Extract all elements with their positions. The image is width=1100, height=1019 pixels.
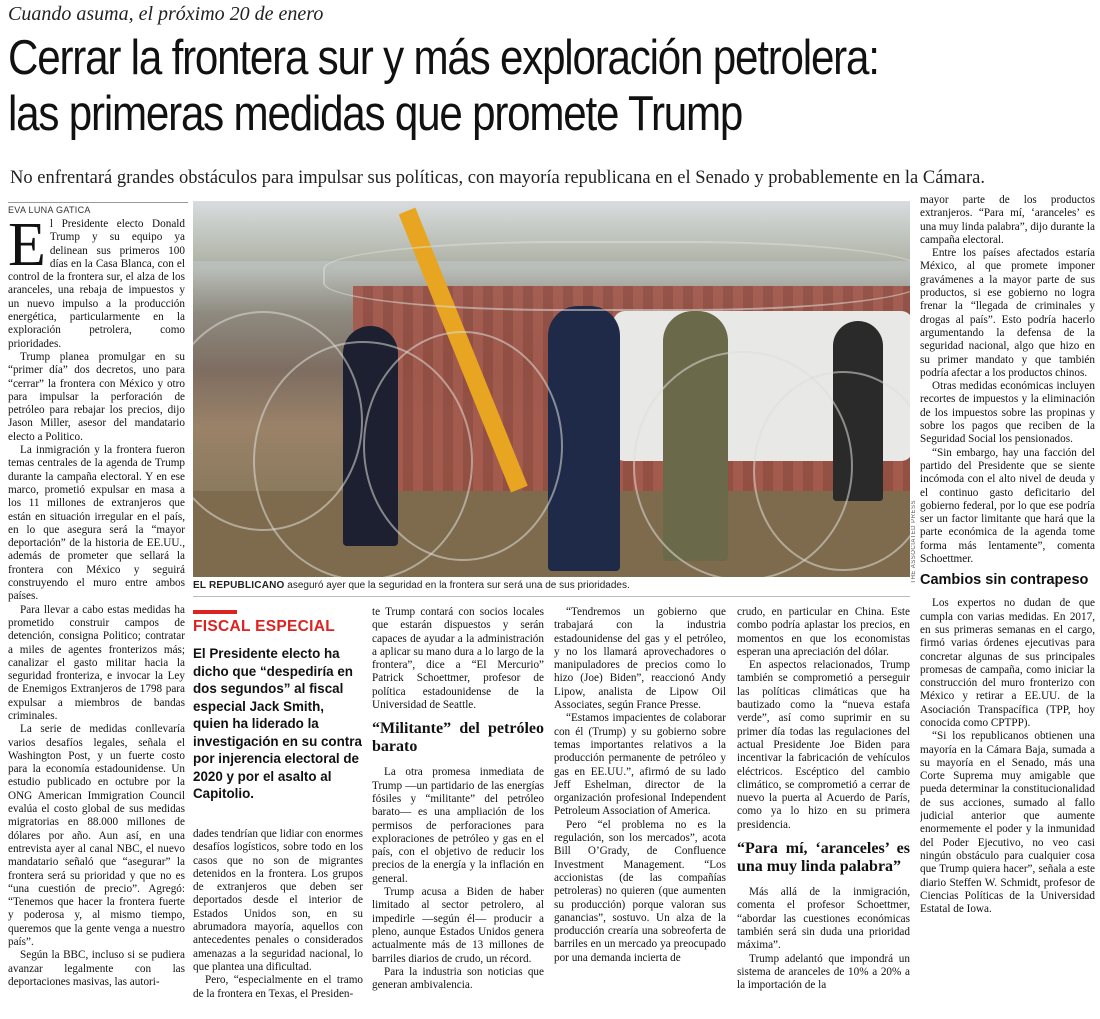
paragraph: Para la industria son noticias que generan ambivalencia. (372, 965, 544, 992)
column-4 (554, 606, 726, 1018)
subhead: No enfrentará grandes obstáculos para impulsar sus políticas, con mayoría republicana en el Senado y probablemente en la Cámara. (10, 168, 986, 188)
article-photo (193, 201, 910, 577)
drop-cap: E (8, 218, 46, 279)
caption-label: EL REPUBLICANO (193, 580, 285, 591)
paragraph: dades tendrían que lidiar con enormes desafíos logísticos, sobre todo en los casos que no son de migrantes detenidos en la frontera. Los grupos de extranjeros que deben ser deportados desde el interior de Estados Unidos son, en su abrumadora mayoría, aquellos con antecedentes penales o considerados amenazas a la seguridad nacional, lo que plantea una dificultad. (193, 828, 363, 973)
paragraph: En aspectos relacionados, Trump también se comprometió a perseguir las políticas climáticas que ha bautizado como la “nueva estafa verde”, así como suprimir en su primer día todas las regulaciones del actual Presidente Joe Biden para incentivar la fabricación de vehículos eléctricos. Escéptico del cambio climático, se comprometió a cerrar de nuevo la puerta al Acuerdo de París, como ya lo hizo en su primera presidencia. (737, 659, 910, 831)
paragraph: Otras medidas económicas incluyen recortes de impuestos y la eliminación de los impuestos sobre las propinas y sobre los pagos que reciben de la Seguridad Social los pensionados. (920, 380, 1095, 446)
paragraph: “Tendremos un gobierno que trabajará con la industria estadounidense del gas y el petróleo, y no los llamará aprovechadores o manipuladores de precios como lo hizo (Joe) Biden”, reaccionó Andy Lipow, analista de Lipow Oil Associates, según France Presse. (554, 606, 726, 712)
caption-rule (193, 596, 910, 597)
paragraph: La inmigración y la frontera fueron temas centrales de la agenda de Trump durante la campaña electoral. Y en ese marco, prometió expulsar en masa a los 11 millones de extranjeros que están en situación irregular en el país, en lo que asegura será la “mayor deportación” de la historia de EE.UU., además de prometer que sellará la frontera con México y seguirá construyendo el muro entre ambos países. (8, 444, 185, 603)
photo-razor-wire (323, 241, 910, 311)
paragraph: Para llevar a cabo estas medidas ha prometido construir campos de detención, consigna Politico; contratar a miles de agentes fronterizos más; canalizar el gasto militar hacia la seguridad fronteriza, e invocar la Ley de Enemigos Extranjeros de 1798 para expulsar a miembros de bandas criminales. (8, 603, 185, 722)
paragraph: Trump acusa a Biden de haber limitado al sector petrolero, al impedirle —según él— producir a pleno, aunque Estados Unidos genera actualmente más de 13 millones de barriles diarios de crudo, un récord. (372, 886, 544, 965)
sidebar-title: FISCAL ESPECIAL (193, 618, 336, 635)
paragraph: mayor parte de los productos extranjeros. “Para mí, ‘aranceles’ es una muy linda palabra”, dijo durante la campaña electoral. (920, 194, 1095, 246)
paragraph: Pero, “especialmente en el tramo de la frontera en Texas, el Presiden- (193, 974, 363, 1000)
paragraph: Más allá de la inmigración, comenta el profesor Schoettmer, “abordar las cuestiones económicas también será sin duda una prioridad máxima”. (737, 886, 910, 952)
paragraph: crudo, en particular en China. Este combo podría aplastar los precios, en momentos en que los economistas esperan una apreciación del dólar. (737, 606, 910, 658)
caption-text: aseguró ayer que la seguridad en la frontera sur será una de sus prioridades. (284, 580, 630, 591)
paragraph: Los expertos no dudan de que cumpla con varias medidas. En 2017, en sus primeras semanas en el cargo, firmó varias órdenes ejecutivas para concretar algunas de sus principales promesas de campaña, como iniciar la construcción del muro fronterizo con México y retirar a EE.UU. de la Asociación Transpacífica (TPP, hoy conocida como CPTPP). (920, 597, 1095, 729)
column-6 (920, 194, 1095, 1018)
byline: EVA LUNA GATICA (8, 202, 188, 215)
section-subtitle: “Militante” del petróleo barato (372, 720, 544, 756)
column-5 (737, 606, 910, 1018)
headline (8, 30, 1092, 142)
paragraph: La otra promesa inmediata de Trump —un partidario de las energías fósiles y “militante” del petróleo barato— es una ampliación de los permisos de perforaciones para exploraciones de petróleo y gas en el país, con el objetivo de reducir los precios de la energía y la inflación en general. (372, 766, 544, 885)
photo-razor-wire (363, 331, 563, 561)
column-3 (372, 606, 544, 1018)
section-subtitle: Cambios sin contrapeso (920, 572, 1089, 589)
paragraph: Trump adelantó que impondrá un sistema de aranceles de 10% a 20% a la importación de la (737, 952, 910, 992)
paragraph: Según la BBC, incluso si se pudiera avanzar legalmente con las deportaciones masivas, las autori- (8, 949, 185, 988)
paragraph: Pero “el problema no es la regulación, son los mercados”, acota Bill O’Grady, de Confluence Investment Management. “Los accionistas (de las compañías petroleras) no quieren (que aumenten su producción) porque valoran sus ganancias”, sostuvo. Un alza de la producción crearía una sobreoferta de barriles en un mercado ya preocupado por una demanda incierta de (554, 818, 726, 964)
sidebar-text: El Presidente electo ha dicho que “despediría en dos segundos” al fiscal especial Jack Smith, quien ha liderado la investigación en su contra por injerencia electoral de 2020 y por el asalto al Capitolio. (193, 646, 362, 801)
headline-line-1: Cerrar la frontera sur y más exploración petrolera: (8, 31, 879, 85)
photo-credit: THE ASSOCIATED PRESS (911, 500, 917, 584)
column-1 (8, 218, 185, 1018)
kicker: Cuando asuma, el próximo 20 de enero (8, 3, 324, 25)
paragraph: te Trump contará con socios locales que estarán dispuestos y serán capaces de ayudar a la administración a aplicar su mano dura a lo largo de la frontera”, dice a “El Mercurio” Patrick Schoettmer, profesor de política estadounidense de la Universidad de Seattle. (372, 606, 544, 712)
sidebar-accent-bar (193, 610, 237, 614)
headline-line-2: las primeras medidas que promete Trump (8, 87, 743, 141)
paragraph: La serie de medidas conllevaría varios desafíos legales, señala el Washington Post, y un fuerte costo para la economía estadounidense. Un estudio publicado en octubre por la ONG American Immigration Council evalúa el costo global de sus medidas migratorias en 88.000 millones de dólares por año. Aun así, en una entrevista ayer al canal NBC, el nuevo mandatario señaló que “asegurar” la frontera será su prioridad y que no es “una cuestión de precio”. Agregó: “Tenemos que hacer la frontera fuerte y poderosa y, al mismo tiempo, queremos que la gente venga a nuestro país”. (8, 723, 185, 949)
paragraph: El Presidente electo Donald Trump y su equipo ya delinean sus primeros 100 días en la Casa Blanca, con el control de la frontera sur, el alza de los aranceles, una rebaja de impuestos y un nuevo impulso a la producción energética, particularmente en la exploración petrolera, como prioridades. (8, 218, 185, 350)
column-2 (193, 828, 363, 1018)
paragraph: Trump planea promulgar en su “primer día” dos decretos, uno para “cerrar” la frontera con México y otro para impulsar la perforación de petróleo para rebajar los precios, dijo Jason Miller, asesor del mandatario electo a Politico. (8, 350, 185, 443)
paragraph: “Sin embargo, hay una facción del partido del Presidente que se siente incómoda con el alto nivel de deuda y el continuo gasto deficitario del gobierno federal, por lo que ese podría ser un factor limitante que hará que la parte económica de la agenda tome forma más lentamente”, comenta Schoettmer. (920, 446, 1095, 566)
photo-caption (193, 580, 630, 591)
paragraph: “Estamos impacientes de colaborar con él (Trump) y su gobierno sobre temas importantes relativos a la producción permanente de petróleo y gas en EE.UU.”, afirmó de su lado Jeff Eshelman, director de la organización profesional Independent Petroleum Association of America. (554, 712, 726, 818)
paragraph: “Si los republicanos obtienen una mayoría en la Cámara Baja, sumada a su mayoría en el Senado, más una Corte Suprema muy amigable que pueda determinar la constitucionalidad de sus acciones, sumado al fallo judicial anterior que aumente enormemente el poder y la inmunidad del Poder Ejecutivo, no veo casi ningún obstáculo para cualquier cosa que Trump quiera hacer”, señala a este diario Steffen W. Schmidt, profesor de Ciencias Políticas de la Universidad Estatal de Iowa. (920, 730, 1095, 916)
paragraph: Entre los países afectados estaría México, al que promete imponer gravámenes a la mayor parte de sus productos, si ese gobierno no logra frenar la “llegada de criminales y drogas al país”. Esto podría hacerlo argumentando la defensa de la seguridad nacional, algo que hizo en su primer mandato y que también podría afectar a los productos chinos. (920, 247, 1095, 379)
pull-quote: “Para mí, ‘aranceles’ es una muy linda palabra” (737, 840, 910, 876)
